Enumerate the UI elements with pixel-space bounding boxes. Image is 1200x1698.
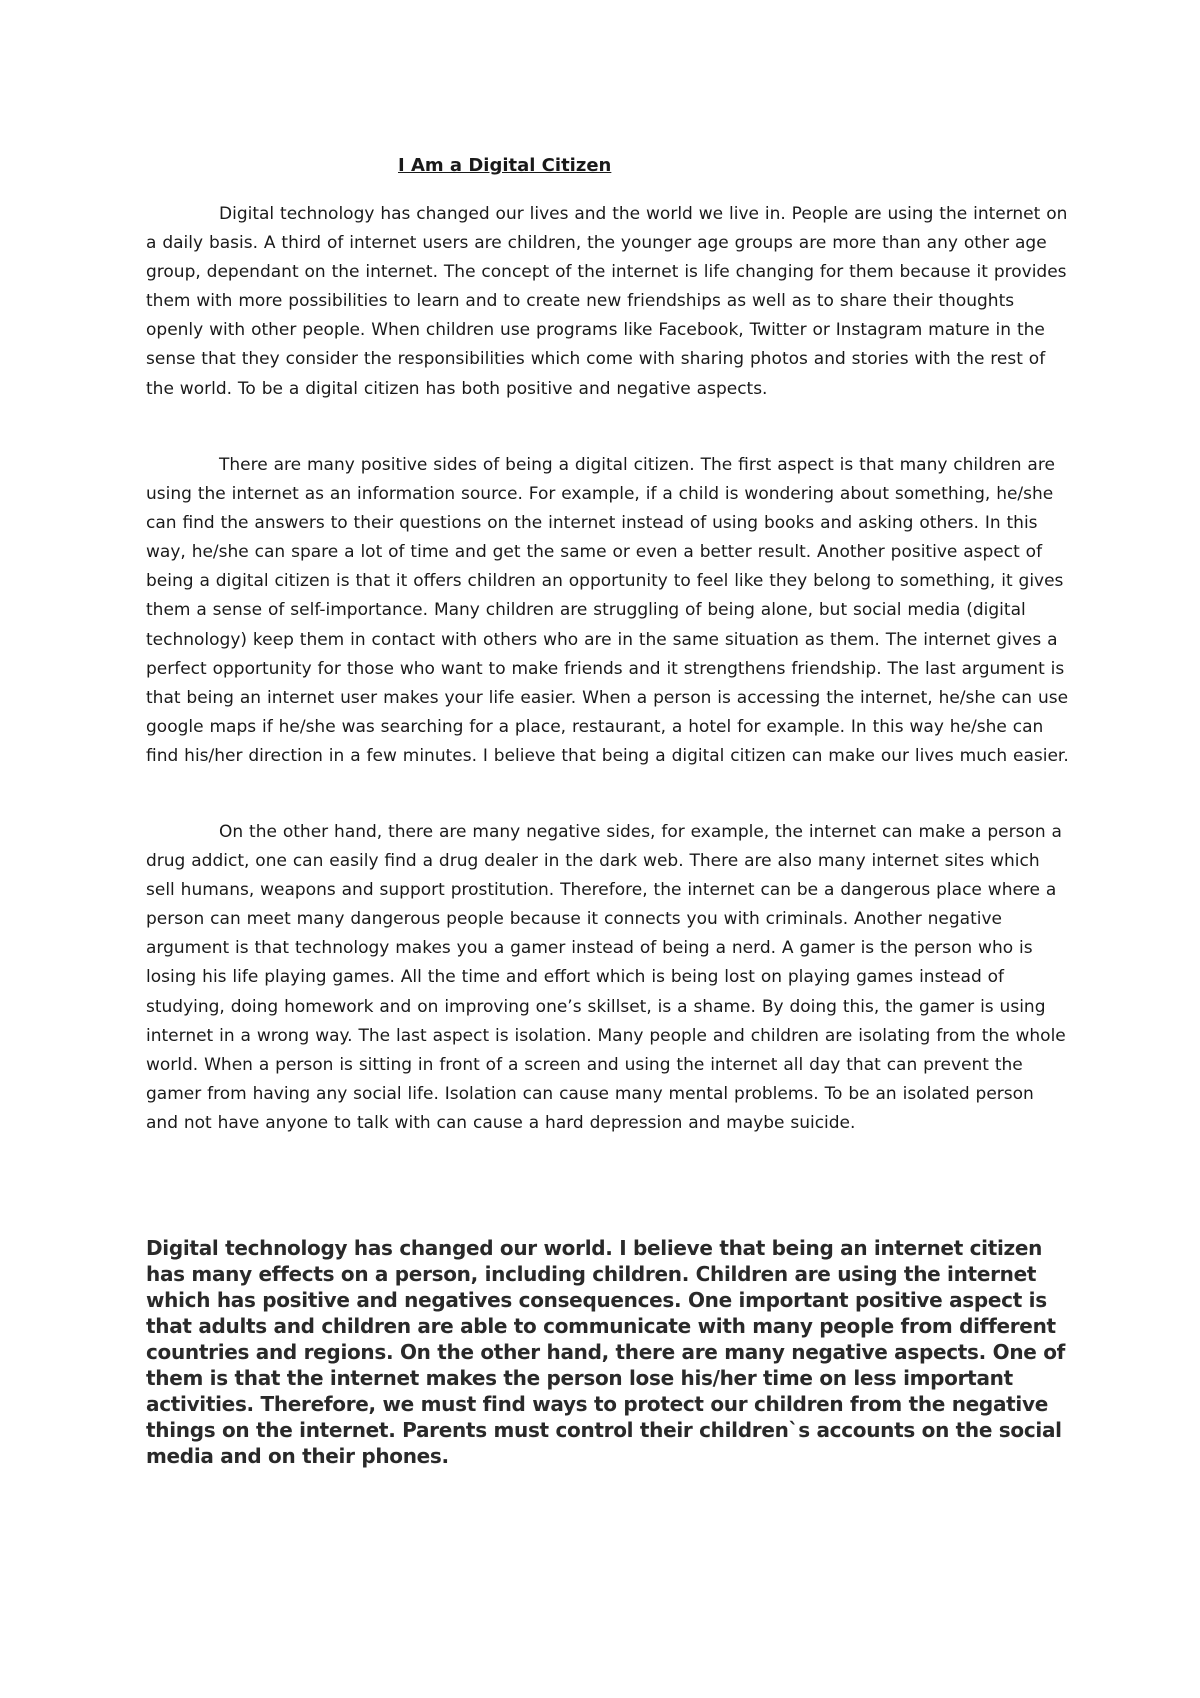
- document-title: I Am a Digital Citizen: [398, 155, 612, 176]
- paragraph-positive-sides: There are many positive sides of being a digital citizen. The first aspect is that many children are using the internet as an information source. For example, if a child is wondering about something, he/she can find the answers to their questions on the internet instead of using books and asking others. In this way, he/she can spare a lot of time and get the same or even a better result. Another positive aspect of being a digital citizen is that it offers children an opportunity to feel like they belong to something, it gives them a sense of self-importance. Many children are struggling of being alone, but social media (digital technology) keep them in contact with others who are in the same situation as them. The internet gives a perfect opportunity for those who want to make friends and it strengthens friendship. The last argument is that being an internet user makes your life easier. When a person is accessing the internet, he/she can use google maps if he/she was searching for a place, restaurant, a hotel for example. In this way he/she can find his/her direction in a few minutes. I believe that being a digital citizen can make our lives much easier.: [146, 455, 1069, 766]
- summary-paragraph: Digital technology has changed our world. I believe that being an internet citizen has many effects on a person, including children. Children are using the internet which has positive and negatives consequences. One important positive aspect is that adults and children are able to communicate with many people from different countries and regions. On the other hand, there are many negative aspects. One of them is that the internet makes the person lose his/her time on less important activities. Therefore, we must find ways to protect our children from the negative things on the internet. Parents must control their children`s accounts on the social media and on their phones.: [146, 1236, 1066, 1468]
- paragraph-introduction: Digital technology has changed our lives and the world we live in. People are using the internet on a daily basis. A third of internet users are children, the younger age groups are more than any other age group, dependant on the internet. The concept of the internet is life changing for them because it provides them with more possibilities to learn and to create new friendships as well as to share their thoughts openly with other people. When children use programs like Facebook, Twitter or Instagram mature in the sense that they consider the responsibilities which come with sharing photos and stories with the rest of the world. To be a digital citizen has both positive and negative aspects.: [146, 204, 1068, 399]
- paragraph-negative-sides: On the other hand, there are many negative sides, for example, the internet can make a person a drug addict, one can easily find a drug dealer in the dark web. There are also many internet sites which sell humans, weapons and support prostitution. Therefore, the internet can be a dangerous place where a person can meet many dangerous people because it connects you with criminals. Another negative argument is that technology makes you a gamer instead of being a nerd. A gamer is the person who is losing his life playing games. All the time and effort which is being lost on playing games instead of studying, doing homework and on improving one’s skillset, is a shame. By doing this, the gamer is using internet in a wrong way. The last aspect is isolation. Many people and children are isolating from the whole world. When a person is sitting in front of a screen and using the internet all day that can prevent the gamer from having any social life. Isolation can cause many mental problems. To be an isolated person and not have anyone to talk with can cause a hard depression and maybe suicide.: [146, 822, 1066, 1133]
